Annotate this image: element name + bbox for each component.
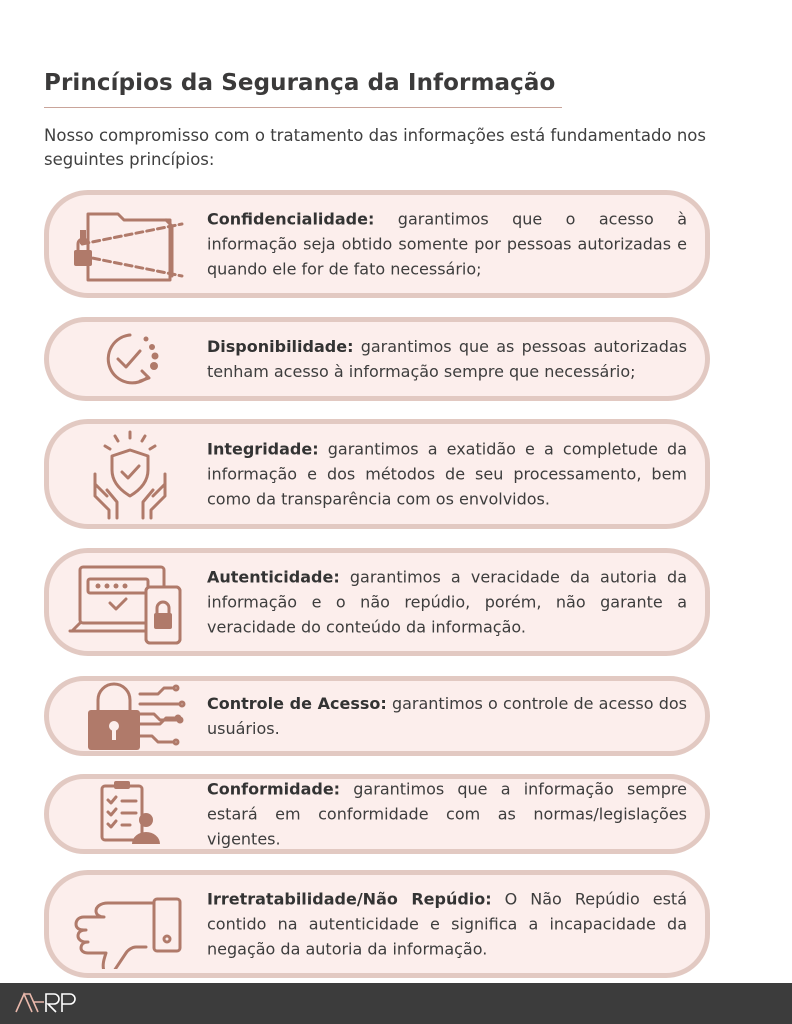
intro-paragraph: Nosso compromisso com o tratamento das informações está fundamentado nos seguintes princípios: [44,126,706,169]
principle-description: garantimos que o acesso à informação seja obtido somente por pessoas autorizadas e quando ele for de fato necessário; [207,209,687,279]
circular-check-icon [65,327,195,391]
principle-description: garantimos que as pessoas autorizadas tenham acesso à informação sempre que necessário; [207,337,687,381]
principle-card-confidencialidade [44,190,710,298]
principle-label: Disponibilidade: [207,337,354,356]
principle-label: Autenticidade: [207,567,340,587]
principle-text [207,565,687,640]
page-title: Princípios da Segurança da Informação [44,70,556,96]
principle-label: Confidencialidade: [207,209,375,229]
principle-text [207,691,687,741]
footer-logo [14,990,78,1014]
principle-description: garantimos o controle de acesso dos usuários. [207,694,687,738]
principle-text [207,887,687,962]
principle-card-autenticidade [44,548,710,656]
principle-card-irretratabilidade [44,870,710,978]
clipboard-checklist-user-icon [65,778,195,850]
principle-card-disponibilidade [44,317,710,401]
padlock-circuit-icon [65,680,195,752]
locked-folder-chain-icon [65,204,195,284]
principle-text [207,777,687,852]
principle-label: Integridade: [207,439,319,459]
principle-label: Conformidade: [207,779,341,799]
principle-card-conformidade [44,774,710,854]
shield-hands-icon [65,426,195,522]
principle-text [207,207,687,282]
laptop-password-phone-lock-icon [65,557,195,647]
principle-card-controle-de-acesso [44,676,710,756]
principle-text [207,334,687,384]
principle-description: O Não Repúdio está contido na autenticidade e significa a incapacidade da negação da autoria da informação. [207,889,688,959]
principle-label: Irretratabilidade/Não Repúdio: [207,889,492,909]
footer-bar [0,983,792,1024]
principle-description: garantimos que a informação sempre estará em conformidade com as normas/legislações vigentes. [207,779,687,849]
principle-text [207,437,687,512]
principle-card-integridade [44,419,710,529]
thumbs-down-icon [65,879,195,969]
title-underline [44,107,562,108]
principle-label: Controle de Acesso: [207,694,387,713]
principle-description: garantimos a veracidade da autoria da informação e o não repúdio, porém, não garante a veracidade do conteúdo da informação. [207,567,687,637]
principle-description: garantimos a exatidão e a completude da informação e dos métodos de seu processamento, bem como da transparência com os envolvidos. [207,439,687,509]
